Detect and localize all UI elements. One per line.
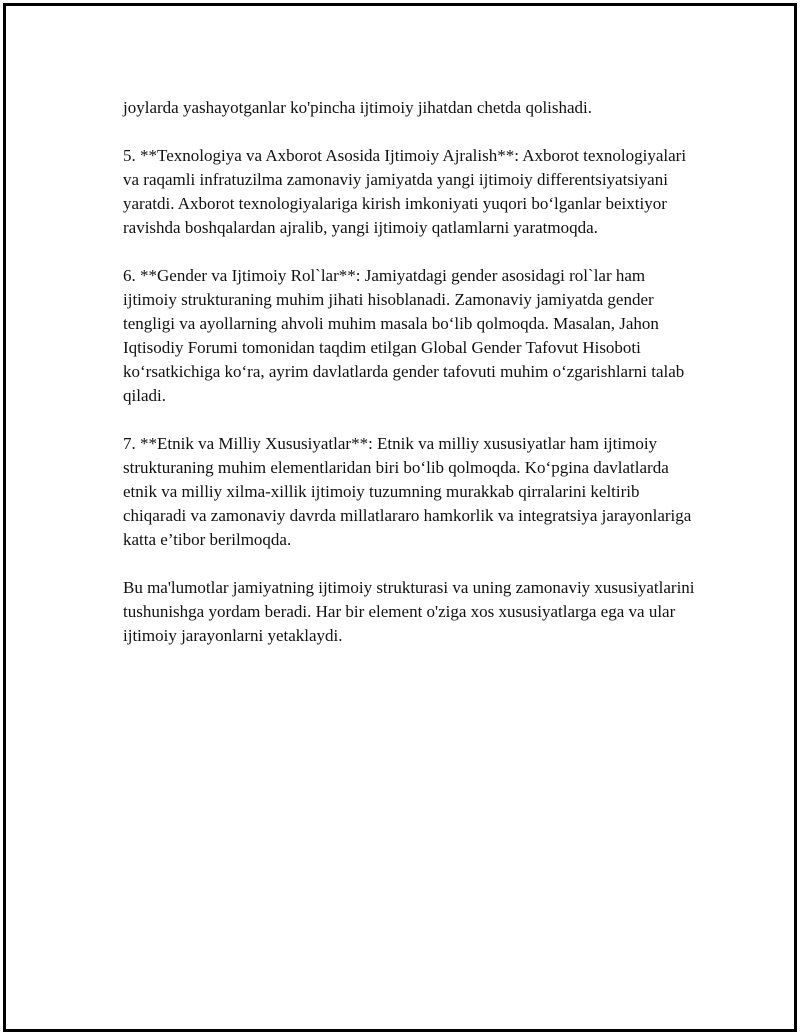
document-body [123, 96, 703, 672]
paragraph-technology: 5. **Texnologiya va Axborot Asosida Ijtimoiy Ajralish**: Axborot texnologiyalari va raqamli infratuzilma zamonaviy jamiyatda yangi ijtimoiy differentsiyatsiyani yaratdi. Axborot texnologiyalariga kirish imkoniyati yuqori bo‘lganlar beixtiyor ravishda boshqalardan ajralib, yangi ijtimoiy qatlamlarni yaratmoqda. [123, 146, 687, 237]
paragraph-gender: 6. **Gender va Ijtimoiy Rol`lar**: Jamiyatdagi gender asosidagi rol`lar ham ijtimoiy strukturaning muhim jihati hisoblanadi. Zamonaviy jamiyatda gender tengligi va ayollarning ahvoli muhim masala bo‘lib qolmoqda. Masalan, Jahon Iqtisodiy Forumi tomonidan taqdim etilgan Global Gender Tafovut Hisoboti ko‘rsatkichiga ko‘ra, ayrim davlatlarda gender tafovuti muhim o‘zgarishlarni talab qiladi. [123, 266, 685, 405]
paragraph-conclusion: Bu ma'lumotlar jamiyatning ijtimoiy strukturasi va uning zamonaviy xususiyatlarini tushunishga yordam beradi. Har bir element o'ziga xos xususiyatlarga ega va ular ijtimoiy jarayonlarni yetaklaydi. [123, 578, 695, 645]
paragraph-continuation: joylarda yashayotganlar ko'pincha ijtimoiy jihatdan chetda qolishadi. [123, 98, 593, 117]
page-border [3, 3, 797, 1032]
paragraph-ethnic: 7. **Etnik va Milliy Xususiyatlar**: Etnik va milliy xususiyatlar ham ijtimoiy strukturaning muhim elementlaridan biri bo‘lib qolmoqda. Ko‘pgina davlatlarda etnik va milliy xilma-xillik ijtimoiy tuzumning murakkab qirralarini keltirib chiqaradi va zamonaviy davrda millatlararo hamkorlik va integratsiya jarayonlariga katta e’tibor berilmoqda. [123, 434, 692, 549]
